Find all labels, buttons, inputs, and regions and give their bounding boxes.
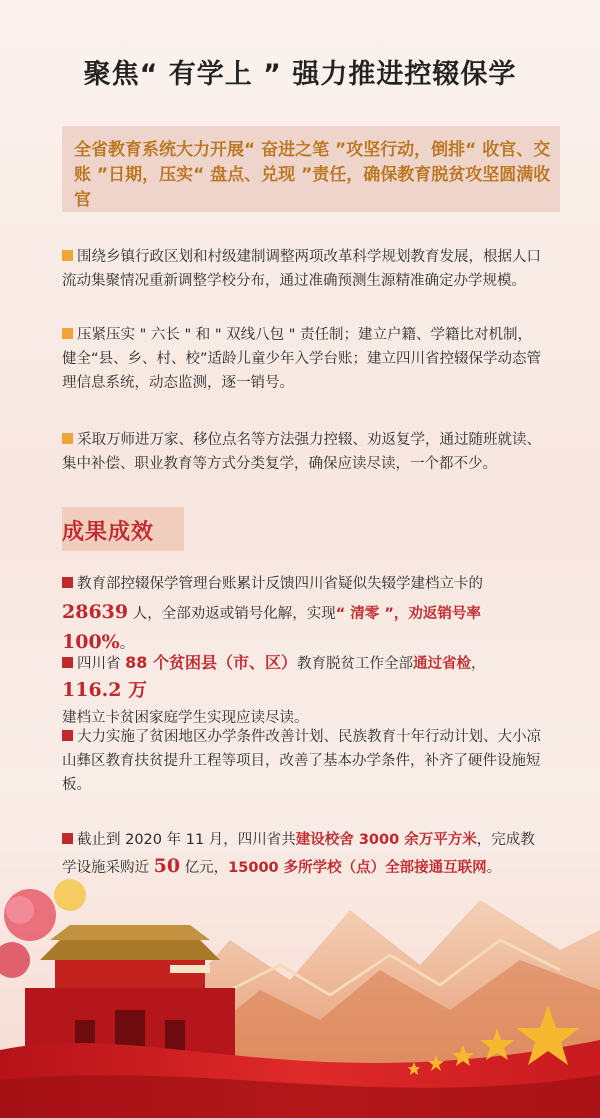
intro-box	[62, 126, 560, 212]
section-heading: 成果成效	[62, 520, 155, 545]
result-number: 100%	[62, 631, 120, 653]
result-highlight: 通过省检	[412, 656, 471, 672]
bottom-decoration	[0, 870, 600, 1118]
result-highlight: “ 清零 ”，劝返销号率	[335, 606, 481, 622]
result-text: 教育脱贫工作全部	[296, 656, 413, 672]
result-number: 50	[153, 855, 181, 877]
result-text: 。	[119, 636, 135, 652]
bullet-square-icon	[62, 657, 73, 668]
measure-item-2	[62, 323, 542, 395]
bullet-square-icon	[62, 833, 73, 844]
bullet-square-icon	[62, 250, 73, 261]
result-text: 截止到 2020 年 11 月，四川省共	[77, 832, 296, 848]
intro-text: 全省教育系统大力开展“ 奋进之笔 ”攻坚行动，倒排“ 收官、交账 ”日期，压实“ 盘点、兑现 ”责任，确保教育脱贫攻坚圆满收官	[74, 140, 551, 210]
result-number: 28639	[62, 601, 129, 623]
result-text: 人，全部劝返或销号化解，实现	[128, 606, 336, 622]
result-highlight: 88 个贫困县（市、区）	[125, 653, 297, 672]
section-heading-box	[62, 507, 184, 551]
result-highlight: 建设校舍 3000 余万平方米	[295, 832, 477, 848]
measure-text: 采取万师进万家、移位点名等方法强力控辍、劝返复学，通过随班就读、集中补偿、职业教育等方式分类复学，确保应读尽读，一个都不少。	[62, 432, 541, 472]
measure-item-1	[62, 245, 542, 293]
result-number: 116.2 万	[62, 679, 148, 701]
result-item-3	[62, 725, 542, 797]
result-text: 大力实施了贫困地区办学条件改善计划、民族教育十年行动计划、大小凉山彝区教育扶贫提升工程等项目，改善了基本办学条件，补齐了硬件设施短板。	[62, 729, 541, 793]
result-text: 四川省	[77, 656, 126, 672]
measure-text: 围绕乡镇行政区划和村级建制调整两项改革科学规划教育发展，根据人口流动集聚情况重新调整学校分布，通过准确预测生源精准确定办学规模。	[62, 249, 541, 289]
result-text: ，	[470, 656, 486, 672]
bullet-square-icon	[62, 328, 73, 339]
bullet-square-icon	[62, 577, 73, 588]
measure-text: 压紧压实 " 六长 " 和 " 双线八包 " 责任制；建立户籍、学籍比对机制，健全“县、乡、村、校”适龄儿童少年入学台账；建立四川省控辍保学动态管理信息系统，动态监测，逐一销号。	[62, 327, 542, 391]
result-item-1	[62, 570, 542, 658]
result-text: 教育部控辍保学管理台账累计反馈四川省疑似失辍学建档立卡的	[77, 576, 483, 592]
result-text: 亿元，	[180, 860, 229, 876]
bullet-square-icon	[62, 730, 73, 741]
result-text: ，完成教学设施采购近	[62, 832, 535, 876]
measure-item-3	[62, 428, 542, 476]
page-title: 聚焦“ 有学上 ” 强力推进控辍保学	[83, 59, 517, 90]
bullet-square-icon	[62, 433, 73, 444]
result-highlight: 15000 多所学校（点）全部接通互联网	[228, 860, 487, 876]
result-text: 建档立卡贫困家庭学生实现应读尽读。	[62, 710, 309, 726]
result-item-2	[62, 650, 542, 731]
result-text: 。	[486, 860, 502, 876]
